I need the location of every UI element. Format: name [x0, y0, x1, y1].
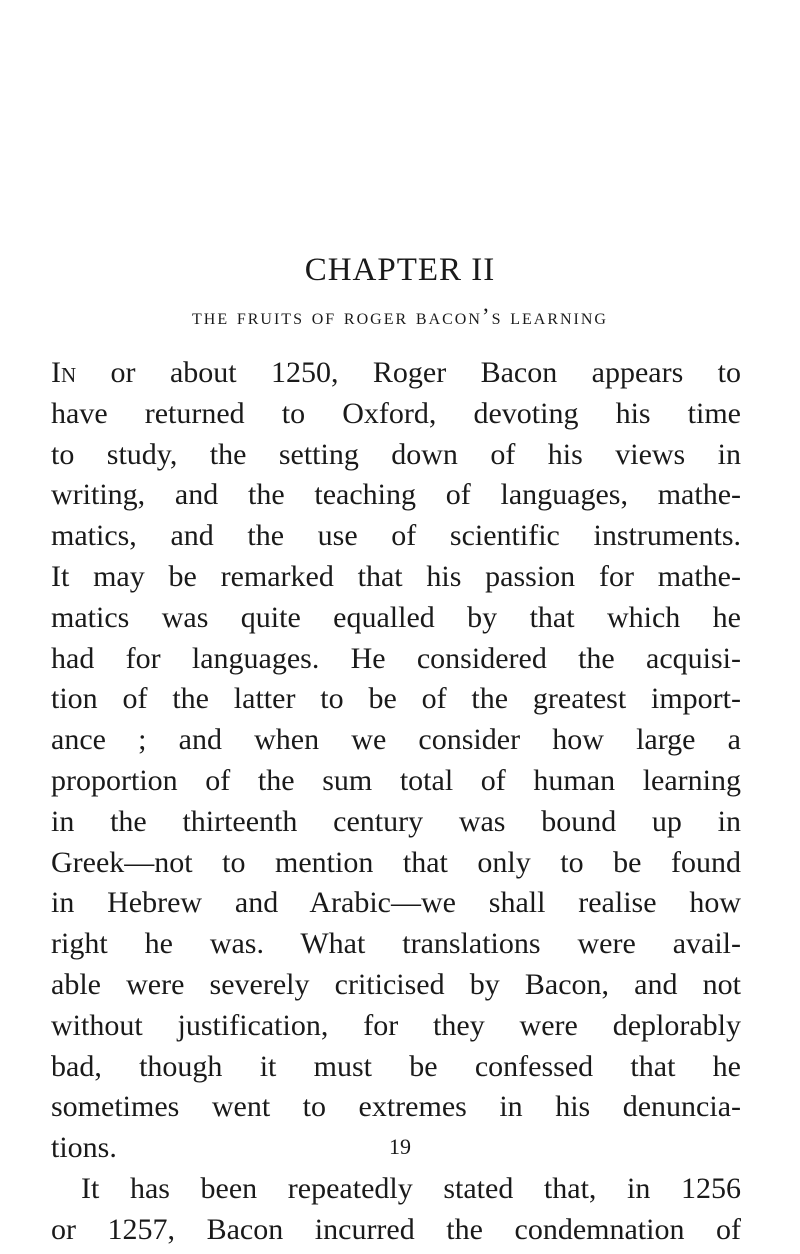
chapter-title-text: the fruits of roger bacon’s learning: [192, 304, 608, 329]
paragraph-1-line-11: proportion of the sum total of human learning: [51, 763, 741, 797]
paragraph-1-line-3: to study, the setting down of his views in: [51, 437, 741, 471]
page-number: 19: [389, 1134, 411, 1159]
paragraph-1-line-18: bad, though it must be confessed that he: [51, 1049, 741, 1083]
paragraph-1-line-9: tion of the latter to be of the greatest import-: [51, 682, 741, 716]
paragraph-1-line-10: ance ; and when we consider how large a: [51, 723, 741, 757]
paragraph-1-line-20: tions.: [51, 1131, 117, 1165]
paragraph-1-line-14: in Hebrew and Arabic—we shall realise how: [51, 886, 741, 920]
line-text: or about 1250, Roger Bacon appears to: [76, 356, 741, 389]
paragraph-1-line-12: in the thirteenth century was bound up in: [51, 804, 741, 838]
paragraph-2-line-2: or 1257, Bacon incurred the condemnation of: [51, 1212, 741, 1246]
paragraph-1-line-5: matics, and the use of scientific instruments.: [51, 519, 741, 553]
paragraph-1-line-13: Greek—not to mention that only to be found: [51, 845, 741, 879]
paragraph-1-line-15: right he was. What translations were avail-: [51, 927, 741, 961]
paragraph-1-line-2: have returned to Oxford, devoting his time: [51, 396, 741, 430]
paragraph-1-line-1: [51, 353, 741, 394]
paragraph-1-line-8: had for languages. He considered the acquisi-: [51, 641, 741, 675]
chapter-heading: CHAPTER II: [304, 252, 496, 288]
paragraph-1-line-17: without justification, for they were deplorably: [51, 1008, 741, 1042]
body-text: [51, 353, 741, 1251]
paragraph-2-line-1: It has been repeatedly stated that, in 1256: [81, 1171, 741, 1205]
paragraph-1-line-16: able were severely criticised by Bacon, and not: [51, 967, 741, 1001]
lead-in-word: In: [51, 356, 77, 389]
paragraph-1-line-19: sometimes went to extremes in his denuncia-: [51, 1090, 741, 1124]
paragraph-1-line-4: writing, and the teaching of languages, mathe-: [51, 478, 741, 512]
paragraph-1-line-7: matics was quite equalled by that which he: [51, 600, 741, 634]
paragraph-1-line-6: It may be remarked that his passion for mathe-: [51, 559, 741, 593]
chapter-title: [0, 304, 800, 330]
